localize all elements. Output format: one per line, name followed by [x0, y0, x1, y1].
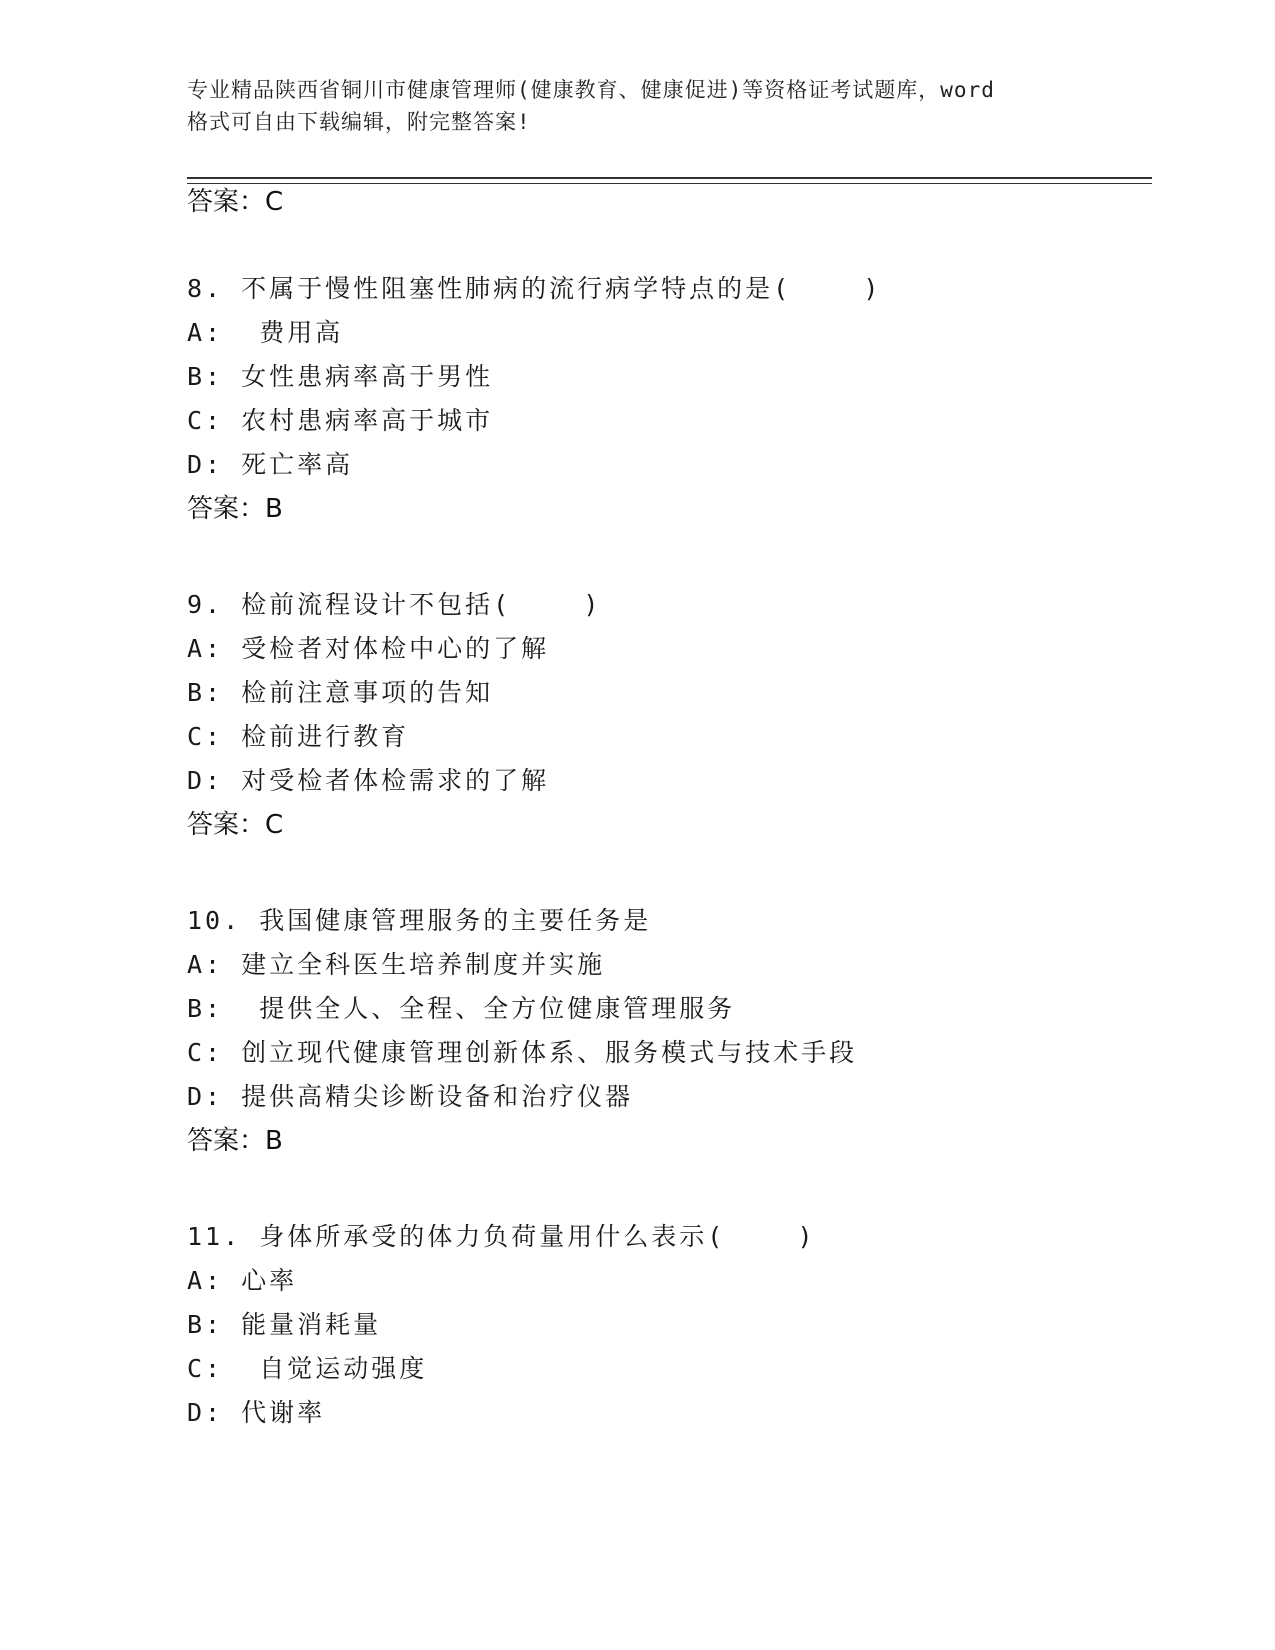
question-11-option-b: B: 能量消耗量 [187, 1310, 382, 1339]
question-10-option-c: C: 创立现代健康管理创新体系、服务模式与技术手段 [187, 1038, 858, 1067]
question-9-option-b: B: 检前注意事项的告知 [187, 678, 494, 707]
question-8-option-a: A: 费用高 [187, 318, 344, 347]
question-10-option-a: A: 建立全科医生培养制度并实施 [187, 950, 606, 979]
question-9-option-c: C: 检前进行教育 [187, 722, 410, 751]
header-divider-thick [187, 177, 1152, 179]
question-8-stem: 8. 不属于慢性阻塞性肺病的流行病学特点的是( ) [187, 274, 882, 303]
document-header [187, 74, 1107, 138]
question-8-option-b: B: 女性患病率高于男性 [187, 362, 494, 391]
answer-prev: 答案：C [187, 187, 284, 217]
question-11-option-c: C: 自觉运动强度 [187, 1354, 428, 1383]
question-10-answer: 答案：B [187, 1126, 283, 1156]
question-8-option-c: C: 农村患病率高于城市 [187, 406, 494, 435]
question-10-option-d: D: 提供高精尖诊断设备和治疗仪器 [187, 1082, 634, 1111]
question-11-stem: 11. 身体所承受的体力负荷量用什么表示( ) [187, 1222, 816, 1251]
header-line-1: 专业精品陕西省铜川市健康管理师(健康教育、健康促进)等资格证考试题库，word [187, 78, 995, 102]
question-10-option-b: B: 提供全人、全程、全方位健康管理服务 [187, 994, 736, 1023]
question-9-option-a: A: 受检者对体检中心的了解 [187, 634, 550, 663]
question-11-option-d: D: 代谢率 [187, 1398, 326, 1427]
question-9-stem: 9. 检前流程设计不包括( ) [187, 590, 602, 619]
question-9-answer: 答案：C [187, 810, 284, 840]
question-8-option-d: D: 死亡率高 [187, 450, 354, 479]
header-divider-thin [187, 183, 1152, 184]
question-10-stem: 10. 我国健康管理服务的主要任务是 [187, 906, 652, 935]
question-9-option-d: D: 对受检者体检需求的了解 [187, 766, 550, 795]
header-line-2: 格式可自由下载编辑，附完整答案! [187, 110, 531, 134]
question-11-option-a: A: 心率 [187, 1266, 298, 1295]
question-8-answer: 答案：B [187, 494, 283, 524]
